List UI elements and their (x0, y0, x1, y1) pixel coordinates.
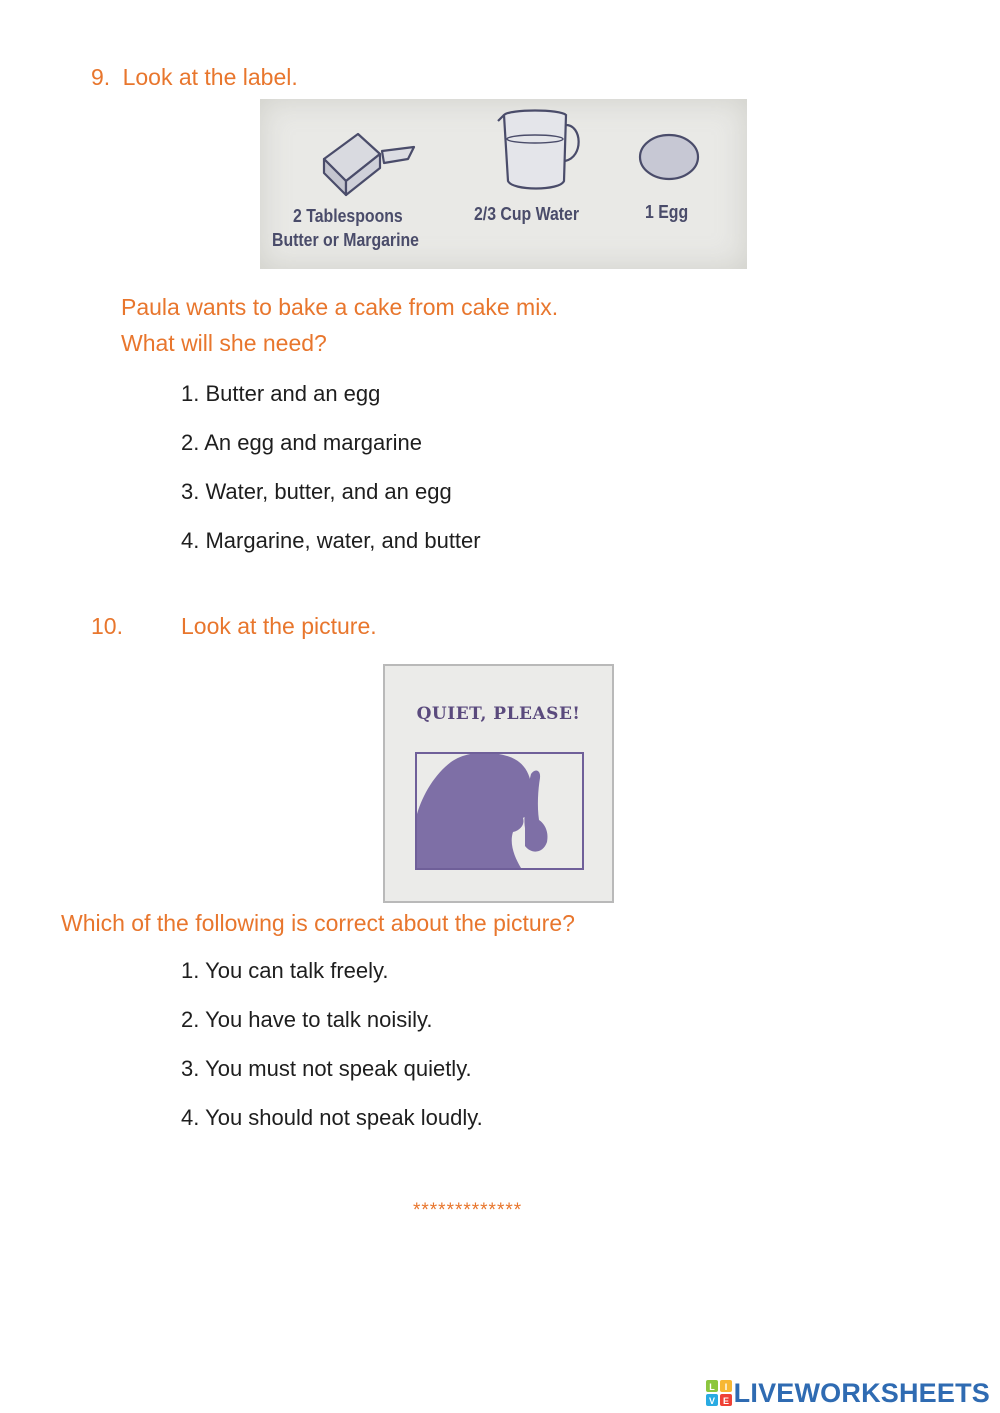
butter-caption-line2: Butter or Margarine (272, 230, 419, 250)
svg-text:I: I (724, 1382, 727, 1392)
q10-option-3: 3. You must not speak quietly. (181, 1056, 472, 1081)
q10-title: Look at the picture. (181, 613, 377, 639)
end-separator: ************* (413, 1200, 523, 1221)
q10-option-2: 2. You have to talk noisily. (181, 1007, 433, 1032)
q9-stem-line2: What will she need? (121, 330, 327, 356)
q10-number: 10. (91, 613, 123, 639)
logo-text: LIVEWORKSHEETS (733, 1377, 990, 1408)
measuring-cup-icon (498, 111, 579, 189)
q9-option-4: 4. Margarine, water, and butter (181, 528, 481, 553)
svg-text:E: E (722, 1396, 729, 1406)
water-caption: 2/3 Cup Water (474, 204, 580, 224)
liveworksheets-logo-icon (706, 1380, 732, 1406)
liveworksheets-logo (706, 1373, 990, 1413)
q9-stem-line1: Paula wants to bake a cake from cake mix. (121, 294, 559, 320)
butter-icon (324, 134, 414, 195)
quiet-sign-text: QUIET, PLEASE! (416, 704, 581, 724)
egg-icon (640, 135, 698, 179)
q10-option-4: 4. You should not speak loudly. (181, 1105, 483, 1130)
q9-option-2: 2. An egg and margarine (181, 430, 422, 455)
quiet-sign-frame (415, 752, 584, 870)
svg-text:V: V (708, 1396, 715, 1406)
q10-stem: Which of the following is correct about the picture? (61, 910, 575, 936)
q9-heading (91, 64, 298, 91)
butter-caption-line1: 2 Tablespoons (293, 206, 403, 226)
q9-title: Look at the label. (122, 64, 298, 90)
q9-option-3: 3. Water, butter, and an egg (181, 479, 452, 504)
q10-option-1: 1. You can talk freely. (181, 958, 389, 983)
svg-text:L: L (708, 1382, 715, 1392)
q9-option-1: 1. Butter and an egg (181, 381, 381, 406)
shushing-silhouette-icon (417, 754, 582, 868)
q9-number: 9. (91, 64, 111, 90)
cake-mix-label-image (260, 99, 747, 269)
egg-caption: 1 Egg (645, 202, 689, 222)
quiet-please-picture (383, 664, 614, 903)
